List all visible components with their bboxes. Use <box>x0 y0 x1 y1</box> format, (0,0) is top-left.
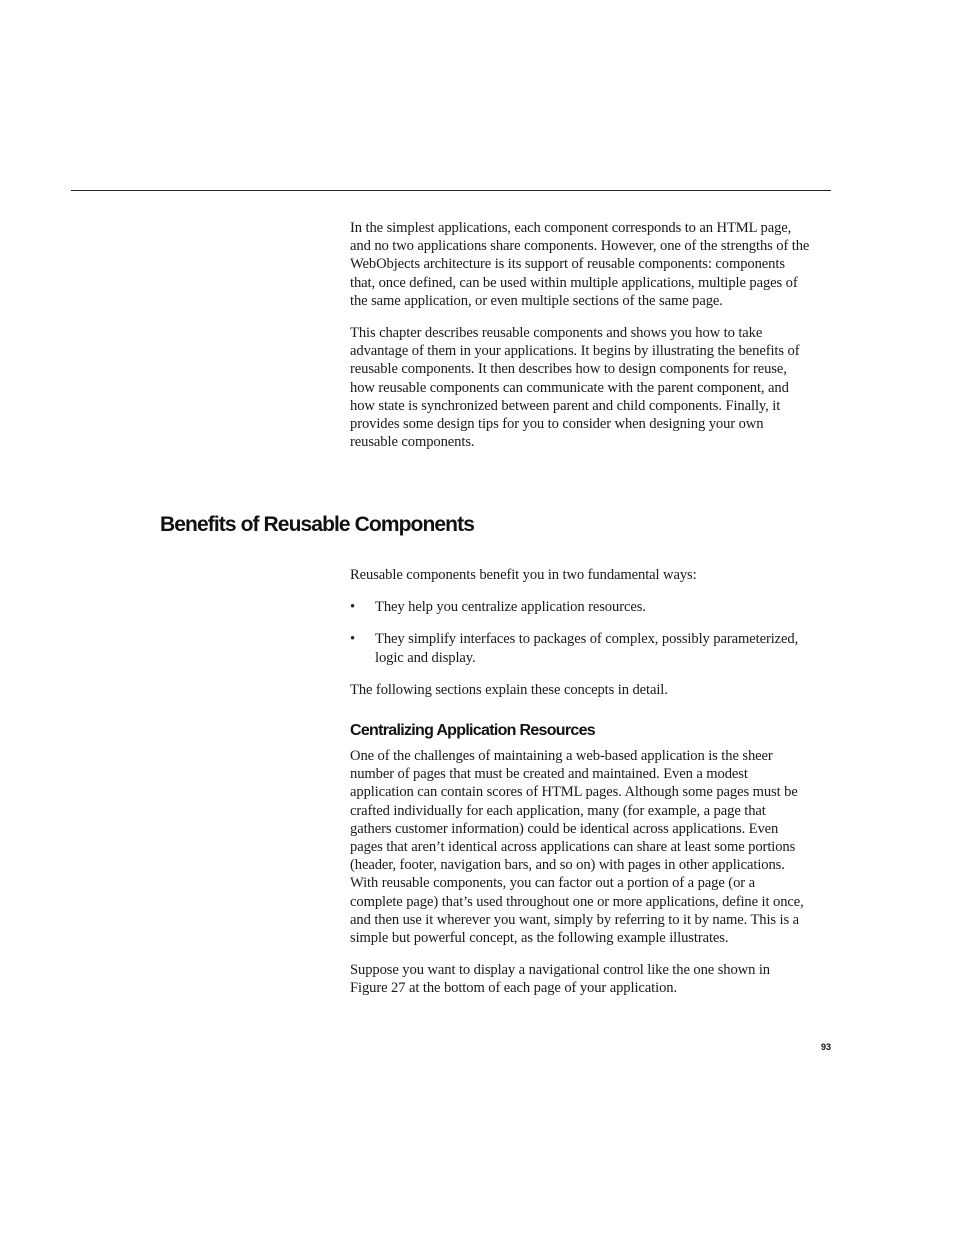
bullet-icon: • <box>350 599 356 616</box>
benefits-section <box>350 566 810 699</box>
list-item-text: They help you centralize application resources. <box>375 599 646 616</box>
list-item <box>350 598 810 616</box>
benefits-closing: The following sections explain these concepts in detail. <box>350 681 668 698</box>
subsection-heading: Centralizing Application Resources <box>350 722 595 739</box>
section-heading: Benefits of Reusable Components <box>160 513 474 536</box>
list-item-text: They simplify interfaces to packages of complex, possibly parameterized, logic and display. <box>375 631 799 666</box>
centralizing-section <box>350 747 810 998</box>
intro-paragraph-1: In the simplest applications, each component corresponds to an HTML page, and no two applications share components. However, one of the strengths of the WebObjects architecture is its support of reusable components: components that, once defined, can be used within multiple applications, multiple pages of the same application, or even multiple sections of the same page. <box>350 220 810 309</box>
intro-section <box>350 219 810 451</box>
page-number: 93 <box>820 1042 831 1052</box>
header-rule <box>71 190 831 191</box>
benefits-lead: Reusable components benefit you in two fundamental ways: <box>350 567 697 583</box>
intro-paragraph-2: This chapter describes reusable components and shows you how to take advantage of them in your applications. It begins by illustrating the benefits of reusable components. It then describes how to design components for reuse, how reusable components can communicate with the parent component, and how state is synchronized between parent and child components. Finally, it provides some design tips for you to consider when designing your own reusable components. <box>350 325 800 451</box>
centralizing-paragraph-1: One of the challenges of maintaining a web-based application is the sheer number of pages that must be created and maintained. Even a modest application can contain scores of HTML pages. Although some pages must be crafted individually for each application, many (for example, a page that gathers customer information) could be identical across applications. Even pages that aren’t identical across applications can share at least some portions (header, footer, navigation bars, and so on) with pages in other applications. With reusable components, you can factor out a portion of a page (or a complete page) that’s used throughout one or more applications, define it once, and then use it wherever you want, simply by referring to it by name. This is a simple but powerful concept, as the following example illustrates. <box>350 748 804 947</box>
centralizing-paragraph-2: Suppose you want to display a navigational control like the one shown in Figure 27 at the bottom of each page of your application. <box>350 962 771 997</box>
list-item <box>350 630 810 666</box>
bullet-icon: • <box>350 631 356 648</box>
benefits-list <box>350 598 810 667</box>
